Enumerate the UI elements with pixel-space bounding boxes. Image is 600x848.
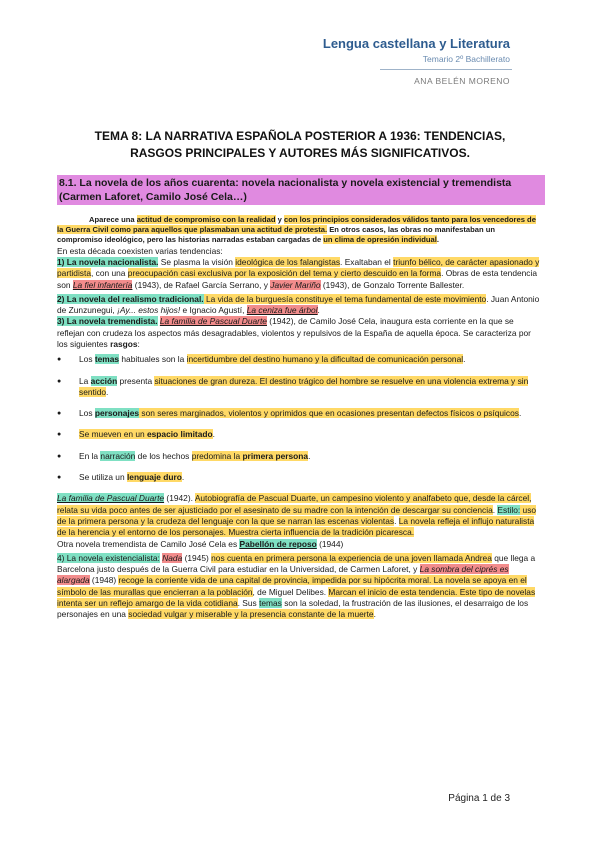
page-number: Página 1 de 3 <box>448 793 510 804</box>
tendency-realismo: 2) La novela del realismo tradicional. La vida de la burguesía constituye el tema fundamental de este movimiento. Juan Antonio de Zunzunegui, ¡Ay... estos hijos! e Ignacio Agustí, La ceniza fue árbol. <box>57 293 540 316</box>
page-title: TEMA 8: LA NARRATIVA ESPAÑOLA POSTERIOR A 1936: TENDENCIAS, RASGOS PRINCIPALES Y AUTORES MÁS SIGNIFICATIVOS. <box>94 129 506 160</box>
list-item: ● Los personajes son seres marginados, violentos y oprimidos que en ocasiones presentan defectos físicos o psíquicos. <box>57 408 541 419</box>
course-title: Lengua castellana y Literatura <box>322 36 510 51</box>
list-item: ● La acción presenta situaciones de gran dureza. El destino trágico del hombre se resuelve en una violencia extrema y sin sentido. <box>57 376 541 399</box>
tendency-tremendista: 3) La novela tremendista. La familia de Pascual Duarte (1942), de Camilo José Cela, inaugura esta corriente en la que se reflejan con crudeza los aspectos más desagradables, violentos y repulsivos de la España de aquella época. Se caracteriza por los siguientes rasgos: <box>57 316 531 349</box>
tendency-nacionalista: 1) La novela nacionalista. Se plasma la visión ideológica de los falangistas. Exaltaban el triunfo bélico, de carácter apasionado y partidista, con una preocupación casi exclusiva por la exposición del tema y cierto descuido en la forma. Obras de esta tendencia son La fiel infantería (1943), de Rafael García Serrano, y Javier Mariño (1943), de Gonzalo Torrente Ballester. <box>57 256 540 290</box>
pascual-duarte-summary: La familia de Pascual Duarte (1942). Autobiografía de Pascual Duarte, un campesino violento y analfabeto que, desde la cárcel, relata su vida poco antes de ser ajusticiado por el asesinato de su madre con la intención de descargar su conciencia. Estilo: uso de la primera persona y la crudeza del lenguaje con la que se narran las escenas violentas. La novela refleja el influjo naturalista de la herencia y el entorno de los personajes. Muestra cierta influencia de la tradición picaresca. Otra novela tremendista de Camilo José Cela es Pabellón de reposo (1944) <box>57 493 537 549</box>
tendency-existencialista: 4) La novela existencialista: Nada (1945) nos cuenta en primera persona la experiencia de una joven llamada Andrea que llega a Barcelona justo después de la Guerra Civil para estudiar en la Universidad, de Carmen Laforet, y La sombra del ciprés es alargada (1948) recoge la corriente vida de una capital de provincia, impedida por su hipócrita moral. La novela se apoya en el símbolo de las murallas que encierran a la población, de Miguel Delibes. Marcan el inicio de esta tendencia. Este tipo de novelas intenta ser un reflejo amargo de la vida cotidiana. Sus temas son la soledad, la frustración de las ilusiones, el desarraigo de los personajes en una sociedad vulgar y miserable y la presencia constante de la muerte. <box>57 552 536 620</box>
document-header <box>323 36 510 64</box>
header-divider <box>380 69 512 70</box>
list-item: ● Se mueven en un espacio limitado. <box>57 429 541 440</box>
tendencias-intro: En esta década coexisten varias tendencias: <box>57 245 223 256</box>
author-name: ANA BELÉN MORENO <box>414 76 510 86</box>
list-item: ● Se utiliza un lenguaje duro. <box>57 472 541 483</box>
intro-paragraph: Aparece una actitud de compromiso con la realidad y con los principios considerados válidos tanto para los vencedores de la Guerra Civil como para aquellos que plasmaban una actitud de protesta. En otros casos, las obras no manifestaban un compromiso ideológico, pero las historias narradas estaban cargadas de un clima de opresión individual. <box>57 215 536 245</box>
document-body <box>57 215 541 621</box>
list-item: ● Los temas habituales son la incertidumbre del destino humano y la dificultad de comunicación personal. <box>57 354 541 365</box>
course-subtitle: Temario 2º Bachillerato <box>422 54 510 64</box>
tremendista-features-list <box>57 354 541 483</box>
list-item: ● En la narración de los hechos predomina la primera persona. <box>57 451 541 462</box>
section-heading: 8.1. La novela de los años cuarenta: novela nacionalista y novela existencial y tremendista (Carmen Laforet, Camilo José Cela…) <box>57 175 545 205</box>
